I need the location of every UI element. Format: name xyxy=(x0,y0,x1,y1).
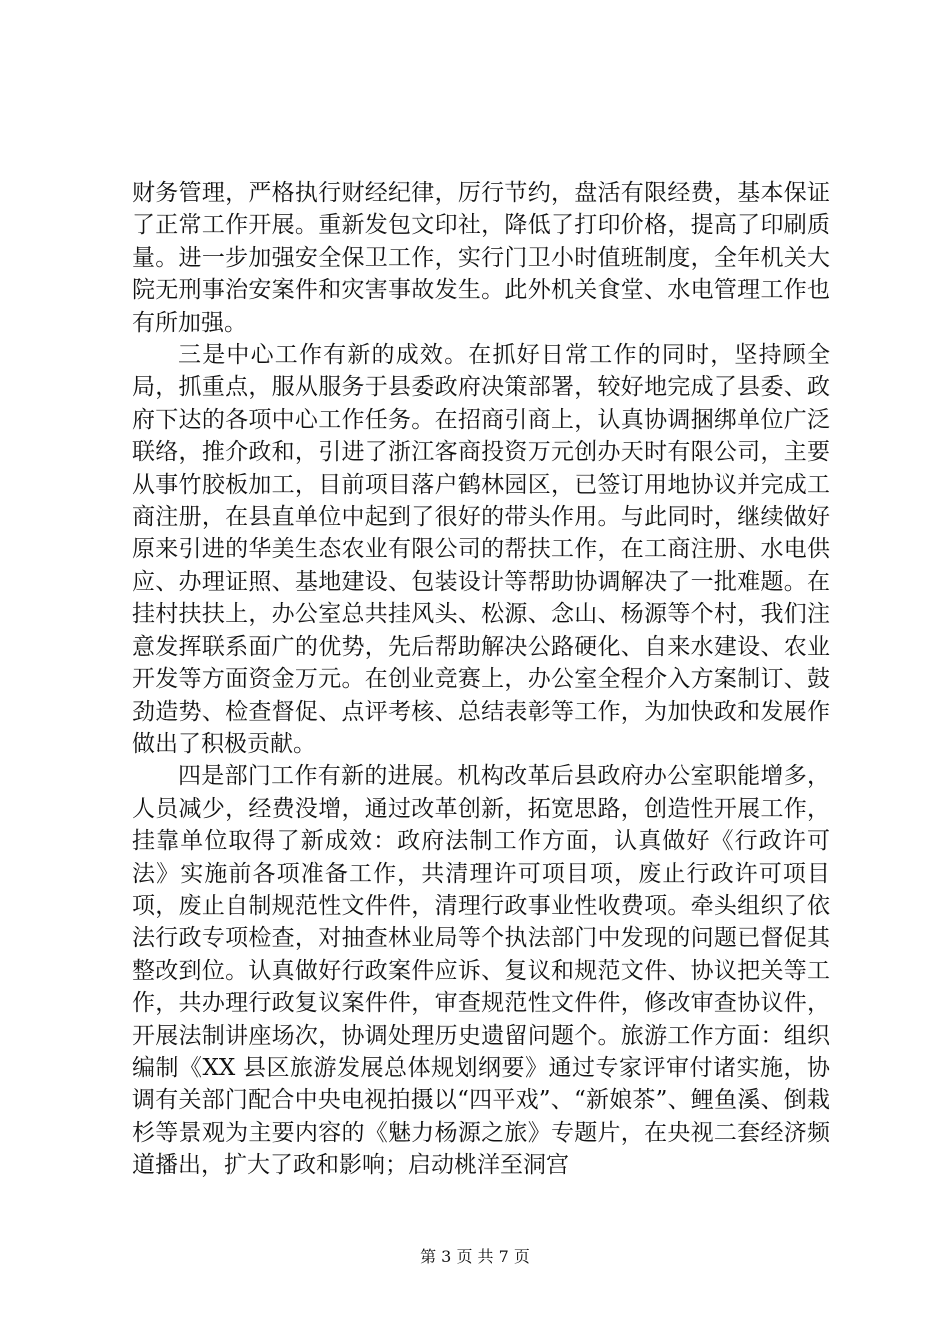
page-number-footer: 第 3 页 共 7 页 xyxy=(420,1247,530,1266)
paragraph-finance: 财务管理，严格执行财经纪律，厉行节约，盘活有限经费，基本保证了正常工作开展。重新发包文印社，降低了打印价格，提高了印刷质量。进一步加强安全保卫工作，实行门卫小时值班制度，全年机关大院无刑事治安案件和灾害事故发生。此外机关食堂、水电管理工作也有所加强。 xyxy=(132,180,830,336)
paragraph-central-work: 三是中心工作有新的成效。在抓好日常工作的同时，坚持顾全局，抓重点，服从服务于县委政府决策部署，较好地完成了县委、政府下达的各项中心工作任务。在招商引商上，认真协调捆绑单位广泛联络，推介政和，引进了浙江客商投资万元创办天时有限公司，主要从事竹胶板加工，目前项目落户鹤林园区，已签订用地协议并完成工商注册，在县直单位中起到了很好的带头作用。与此同时，继续做好原来引进的华美生态农业有限公司的帮扶工作，在工商注册、水电供应、办理证照、基地建设、包装设计等帮助协调解决了一批难题。在挂村扶扶上，办公室总共挂风头、松源、念山、杨源等个村，我们注意发挥联系面广的优势，先后帮助解决公路硬化、自来水建设、农业开发等方面资金万元。在创业竞赛上，办公室全程介入方案制订、鼓劲造势、检查督促、点评考核、总结表彰等工作，为加快政和发展作做出了积极贡献。 xyxy=(132,342,830,757)
paragraph-department-work: 四是部门工作有新的进展。机构改革后县政府办公室职能增多，人员减少，经费没增，通过改革创新，拓宽思路，创造性开展工作，挂靠单位取得了新成效：政府法制工作方面，认真做好《行政许可法》实施前各项准备工作，共清理许可项目项，废止行政许可项目项，废止自制规范性文件件，清理行政事业性收费项。牵头组织了依法行政专项检查，对抽查林业局等个执法部门中发现的问题已督促其整改到位。认真做好行政案件应诉、复议和规范文件、协议把关等工作，共办理行政复议案件件，审查规范性文件件，修改审查协议件，开展法制讲座场次，协调处理历史遗留问题个。旅游工作方面：组织编制《XX 县区旅游发展总体规划纲要》通过专家评审付诸实施，协调有关部门配合中央电视拍摄以“四平戏”、“新娘茶”、鲤鱼溪、倒栽杉等景观为主要内容的《魅力杨源之旅》专题片，在央视二套经济频道播出，扩大了政和影响；启动桃洋至洞宫 xyxy=(132,763,830,1179)
document-body xyxy=(132,177,830,1182)
